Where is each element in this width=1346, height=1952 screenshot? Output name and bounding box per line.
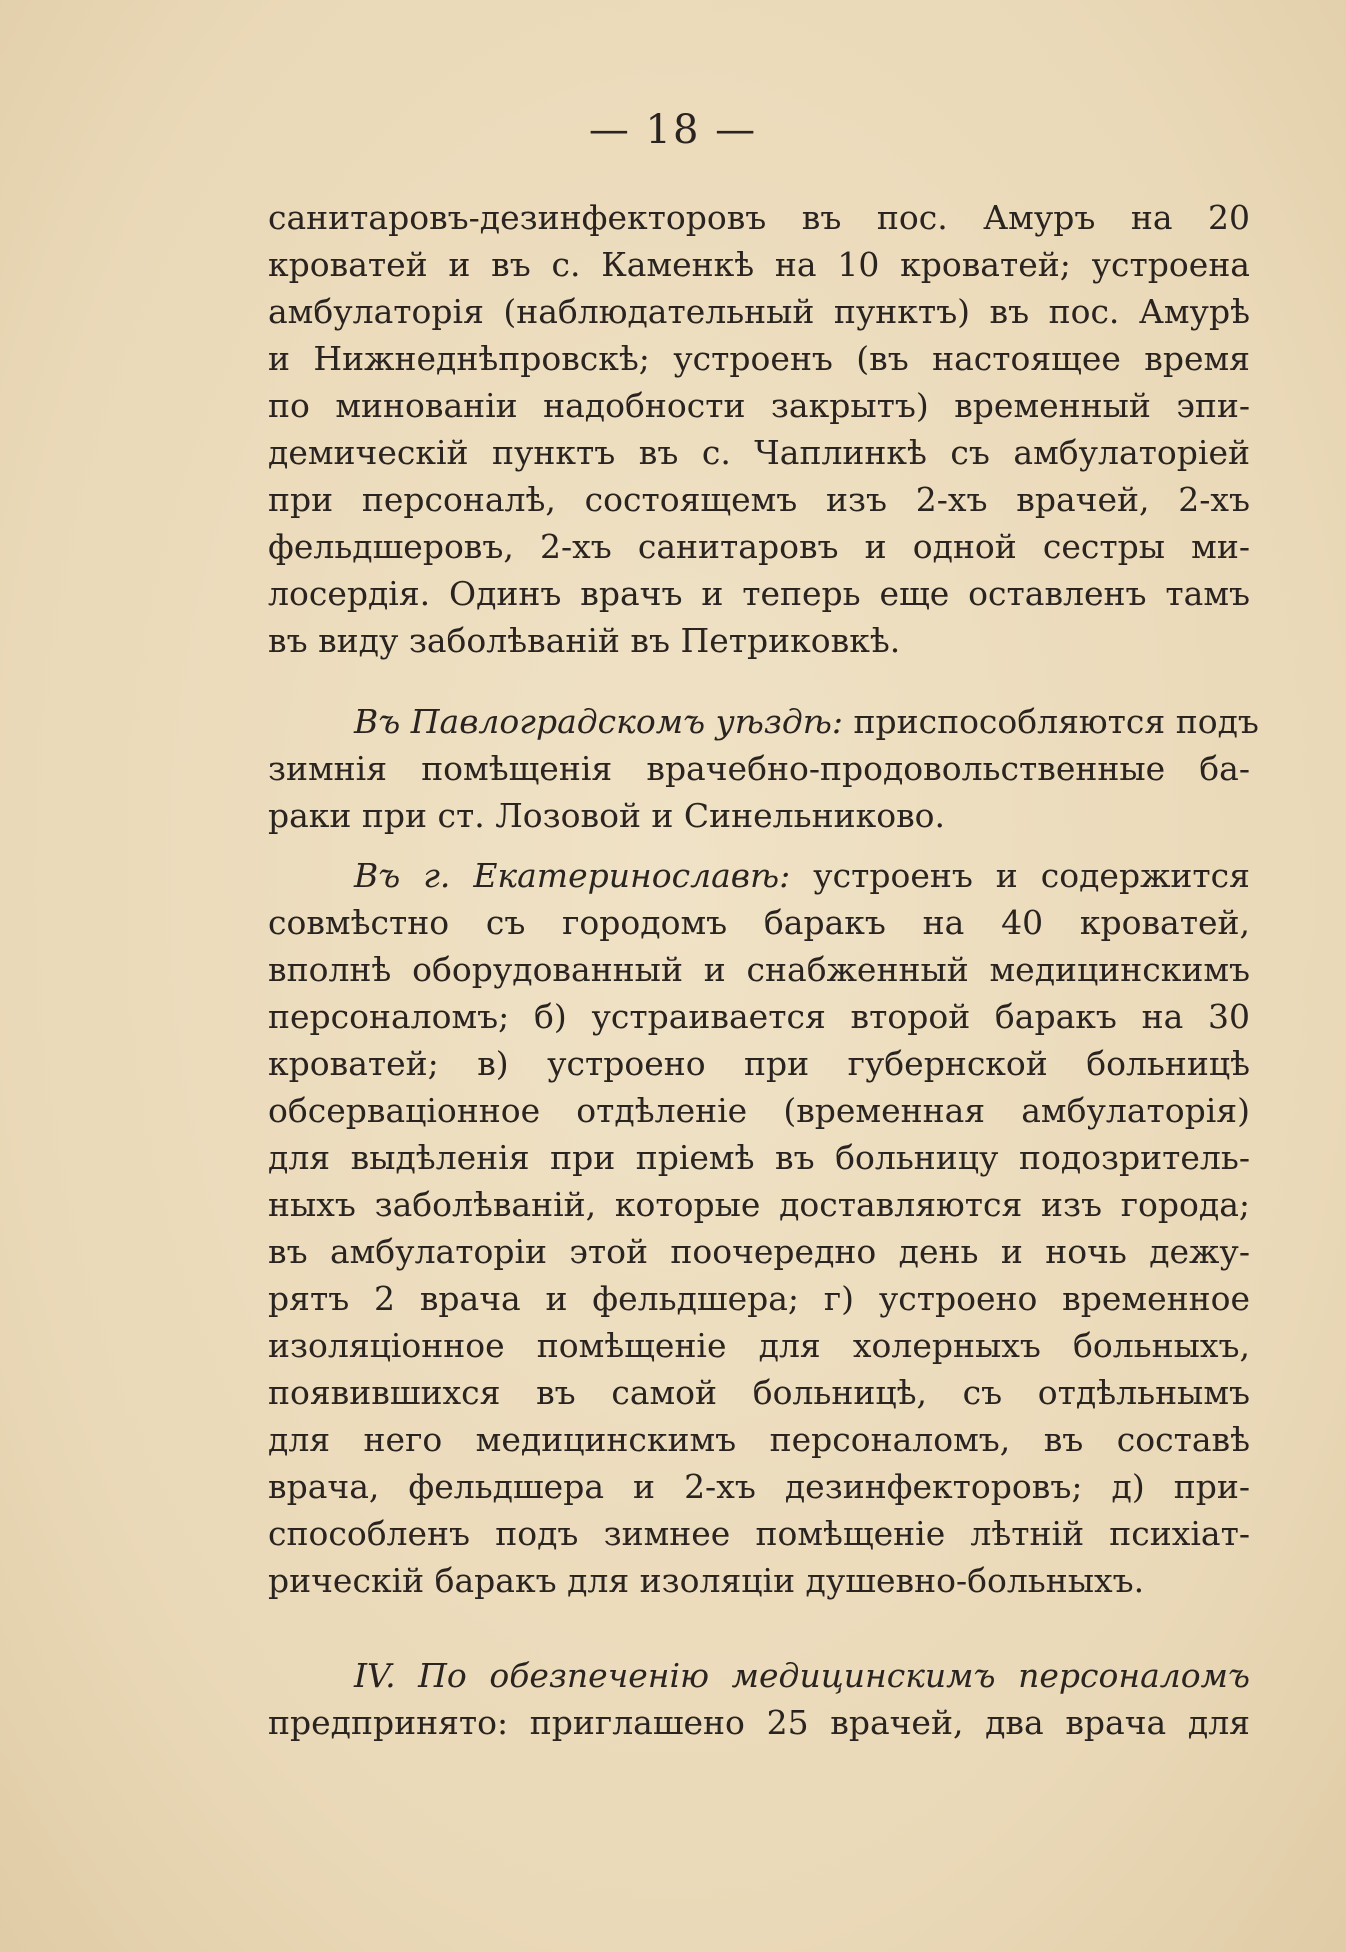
- text-line: [268, 1652, 1250, 1699]
- text-line: рическій баракъ для изоляціи душевно-больныхъ.: [268, 1561, 1145, 1600]
- text-line: совмѣстно съ городомъ баракъ на 40 кроватей,: [268, 903, 1250, 942]
- italic-heading: Въ Павлоградскомъ уѣздѣ:: [354, 702, 843, 741]
- text-line: рятъ 2 врача и фельдшера; г) устроено временное: [268, 1279, 1250, 1318]
- text-line: при персоналѣ, состоящемъ изъ 2-хъ врачей, 2-хъ: [268, 480, 1250, 519]
- paragraph-continuation: [268, 194, 1250, 664]
- text-line: санитаровъ-дезинфекторовъ въ пос. Амуръ на 20: [268, 198, 1250, 237]
- text-line: амбулаторія (наблюдательный пунктъ) въ пос. Амурѣ: [268, 292, 1250, 331]
- text-line: появившихся въ самой больницѣ, съ отдѣльнымъ: [268, 1373, 1250, 1412]
- text-line: вполнѣ оборудованный и снабженный медицинскимъ: [268, 950, 1250, 989]
- text-line: лосердія. Одинъ врачъ и теперь еще оставленъ тамъ: [268, 574, 1250, 613]
- paragraph-ekaterinoslav: [268, 852, 1250, 1604]
- italic-heading: Въ г. Екатеринославѣ:: [354, 856, 791, 895]
- text-line: [268, 852, 1250, 899]
- text-line: по минованіи надобности закрытъ) временный эпи-: [268, 386, 1250, 425]
- section-heading: IV. По обезпеченію медицинскимъ персоналомъ: [354, 1656, 1250, 1695]
- text-line: ныхъ заболѣваній, которые доставляются изъ города;: [268, 1185, 1250, 1224]
- text-line: кроватей; в) устроено при губернской больницѣ: [268, 1044, 1250, 1083]
- text-line: зимнія помѣщенія врачебно-продовольственные ба-: [268, 749, 1250, 788]
- text-line: способленъ подъ зимнее помѣщеніе лѣтній психіат-: [268, 1514, 1250, 1553]
- text-line: фельдшеровъ, 2-хъ санитаровъ и одной сестры ми-: [268, 527, 1250, 566]
- paragraph-pavlograd: [268, 698, 1259, 839]
- text-line: и Нижнеднѣпровскѣ; устроенъ (въ настоящее время: [268, 339, 1250, 378]
- text-line: кроватей и въ с. Каменкѣ на 10 кроватей; устроена: [268, 245, 1250, 284]
- text-line: раки при ст. Лозовой и Синельниково.: [268, 796, 946, 835]
- text-line: для выдѣленія при пріемѣ въ больницу подозритель-: [268, 1138, 1250, 1177]
- text-line: предпринято: приглашено 25 врачей, два врача для: [268, 1703, 1250, 1742]
- text-run: приспособляются подъ: [842, 702, 1259, 741]
- text-line: демическій пунктъ въ с. Чаплинкѣ съ амбулаторіей: [268, 433, 1250, 472]
- paragraph-section-iv: [268, 1652, 1250, 1746]
- text-line: въ виду заболѣваній въ Петриковкѣ.: [268, 621, 901, 660]
- text-line: [268, 698, 1259, 745]
- text-line: персоналомъ; б) устраивается второй баракъ на 30: [268, 997, 1250, 1036]
- text-line: для него медицинскимъ персоналомъ, въ составѣ: [268, 1420, 1250, 1459]
- text-run: устроенъ и содержится: [790, 856, 1250, 895]
- text-line: въ амбулаторіи этой поочередно день и ночь дежу-: [268, 1232, 1250, 1271]
- text-line: изоляціонное помѣщеніе для холерныхъ больныхъ,: [268, 1326, 1250, 1365]
- text-line: врача, фельдшера и 2-хъ дезинфекторовъ; д) при-: [268, 1467, 1250, 1506]
- page-number: — 18 —: [588, 107, 758, 153]
- text-line: обсерваціонное отдѣленіе (временная амбулаторія): [268, 1091, 1250, 1130]
